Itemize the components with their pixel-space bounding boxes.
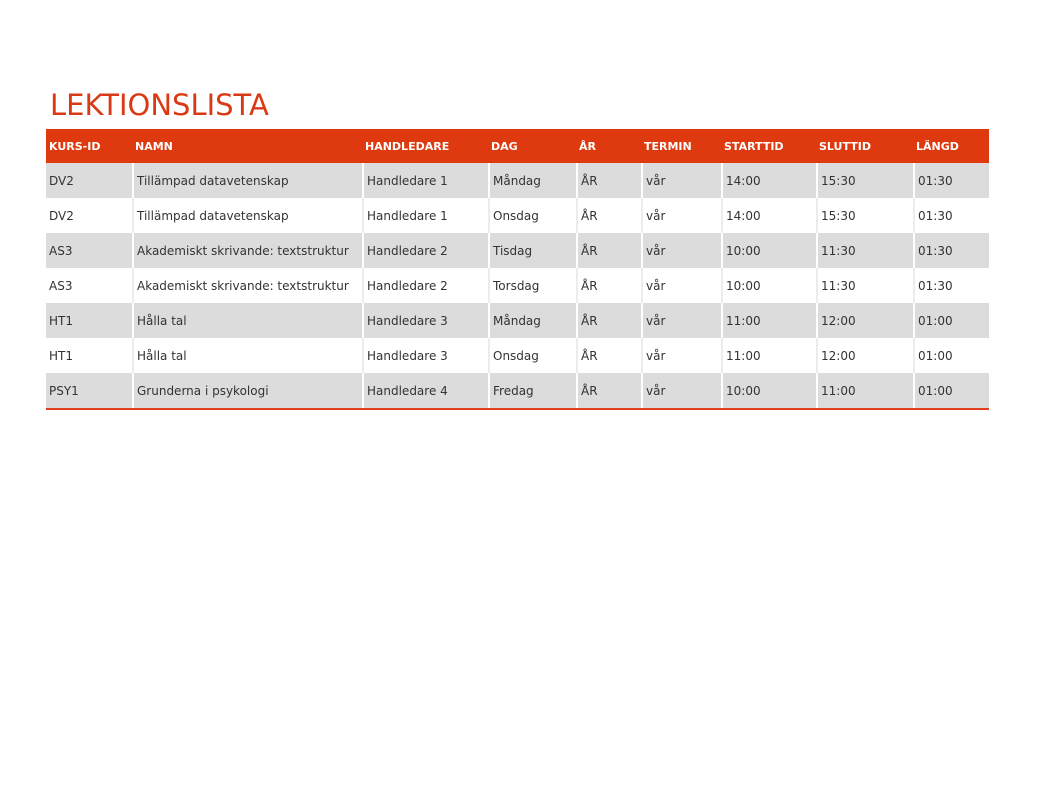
cell-starttid[interactable]: 11:00	[721, 303, 816, 338]
column-header-ar[interactable]: ÅR	[576, 129, 641, 163]
cell-kurs-id[interactable]: AS3	[46, 233, 132, 268]
cell-namn[interactable]: Akademiskt skrivande: textstruktur	[132, 233, 362, 268]
cell-kurs-id[interactable]: DV2	[46, 163, 132, 198]
column-header-starttid[interactable]: STARTTID	[721, 129, 816, 163]
cell-namn[interactable]: Tillämpad datavetenskap	[132, 198, 362, 233]
table-header-row	[46, 129, 989, 163]
cell-namn[interactable]: Grunderna i psykologi	[132, 373, 362, 408]
cell-sluttid[interactable]: 15:30	[816, 198, 913, 233]
cell-langd[interactable]: 01:00	[913, 338, 989, 373]
cell-termin[interactable]: vår	[641, 338, 721, 373]
cell-termin[interactable]: vår	[641, 233, 721, 268]
cell-starttid[interactable]: 10:00	[721, 373, 816, 408]
cell-dag[interactable]: Fredag	[488, 373, 576, 408]
cell-sluttid[interactable]: 11:30	[816, 268, 913, 303]
cell-starttid[interactable]: 14:00	[721, 198, 816, 233]
cell-sluttid[interactable]: 15:30	[816, 163, 913, 198]
column-header-sluttid[interactable]: SLUTTID	[816, 129, 913, 163]
cell-termin[interactable]: vår	[641, 163, 721, 198]
column-header-langd[interactable]: LÄNGD	[913, 129, 989, 163]
cell-langd[interactable]: 01:30	[913, 198, 989, 233]
cell-ar[interactable]: ÅR	[576, 303, 641, 338]
cell-langd[interactable]: 01:30	[913, 268, 989, 303]
table-row	[46, 303, 989, 338]
column-header-handledare[interactable]: HANDLEDARE	[362, 129, 488, 163]
table-row	[46, 373, 989, 408]
column-header-termin[interactable]: TERMIN	[641, 129, 721, 163]
cell-langd[interactable]: 01:00	[913, 303, 989, 338]
page-title: LEKTIONSLISTA	[50, 88, 269, 122]
cell-namn[interactable]: Tillämpad datavetenskap	[132, 163, 362, 198]
column-header-namn[interactable]: NAMN	[132, 129, 362, 163]
cell-kurs-id[interactable]: HT1	[46, 303, 132, 338]
cell-langd[interactable]: 01:30	[913, 233, 989, 268]
cell-namn[interactable]: Akademiskt skrivande: textstruktur	[132, 268, 362, 303]
table-row	[46, 163, 989, 198]
cell-namn[interactable]: Hålla tal	[132, 338, 362, 373]
table-row	[46, 268, 989, 303]
table-row	[46, 198, 989, 233]
document-page	[46, 88, 989, 410]
cell-handledare[interactable]: Handledare 1	[362, 198, 488, 233]
cell-starttid[interactable]: 14:00	[721, 163, 816, 198]
cell-kurs-id[interactable]: PSY1	[46, 373, 132, 408]
cell-starttid[interactable]: 10:00	[721, 233, 816, 268]
cell-termin[interactable]: vår	[641, 373, 721, 408]
cell-dag[interactable]: Måndag	[488, 163, 576, 198]
cell-handledare[interactable]: Handledare 1	[362, 163, 488, 198]
cell-langd[interactable]: 01:30	[913, 163, 989, 198]
cell-handledare[interactable]: Handledare 3	[362, 303, 488, 338]
cell-handledare[interactable]: Handledare 3	[362, 338, 488, 373]
cell-langd[interactable]: 01:00	[913, 373, 989, 408]
cell-sluttid[interactable]: 11:30	[816, 233, 913, 268]
cell-dag[interactable]: Måndag	[488, 303, 576, 338]
cell-starttid[interactable]: 11:00	[721, 338, 816, 373]
cell-sluttid[interactable]: 12:00	[816, 303, 913, 338]
cell-handledare[interactable]: Handledare 2	[362, 233, 488, 268]
cell-ar[interactable]: ÅR	[576, 373, 641, 408]
cell-ar[interactable]: ÅR	[576, 198, 641, 233]
cell-handledare[interactable]: Handledare 2	[362, 268, 488, 303]
cell-ar[interactable]: ÅR	[576, 233, 641, 268]
cell-kurs-id[interactable]: DV2	[46, 198, 132, 233]
cell-dag[interactable]: Tisdag	[488, 233, 576, 268]
cell-starttid[interactable]: 10:00	[721, 268, 816, 303]
cell-termin[interactable]: vår	[641, 268, 721, 303]
cell-handledare[interactable]: Handledare 4	[362, 373, 488, 408]
cell-ar[interactable]: ÅR	[576, 163, 641, 198]
cell-sluttid[interactable]: 11:00	[816, 373, 913, 408]
cell-namn[interactable]: Hålla tal	[132, 303, 362, 338]
cell-termin[interactable]: vår	[641, 303, 721, 338]
cell-termin[interactable]: vår	[641, 198, 721, 233]
cell-dag[interactable]: Onsdag	[488, 338, 576, 373]
table-body	[46, 163, 989, 408]
table-row	[46, 233, 989, 268]
column-header-dag[interactable]: DAG	[488, 129, 576, 163]
cell-kurs-id[interactable]: AS3	[46, 268, 132, 303]
cell-sluttid[interactable]: 12:00	[816, 338, 913, 373]
column-header-kurs-id[interactable]: KURS-ID	[46, 129, 132, 163]
cell-dag[interactable]: Onsdag	[488, 198, 576, 233]
cell-ar[interactable]: ÅR	[576, 338, 641, 373]
table-row	[46, 338, 989, 373]
cell-ar[interactable]: ÅR	[576, 268, 641, 303]
lesson-table	[46, 129, 989, 410]
cell-kurs-id[interactable]: HT1	[46, 338, 132, 373]
cell-dag[interactable]: Torsdag	[488, 268, 576, 303]
